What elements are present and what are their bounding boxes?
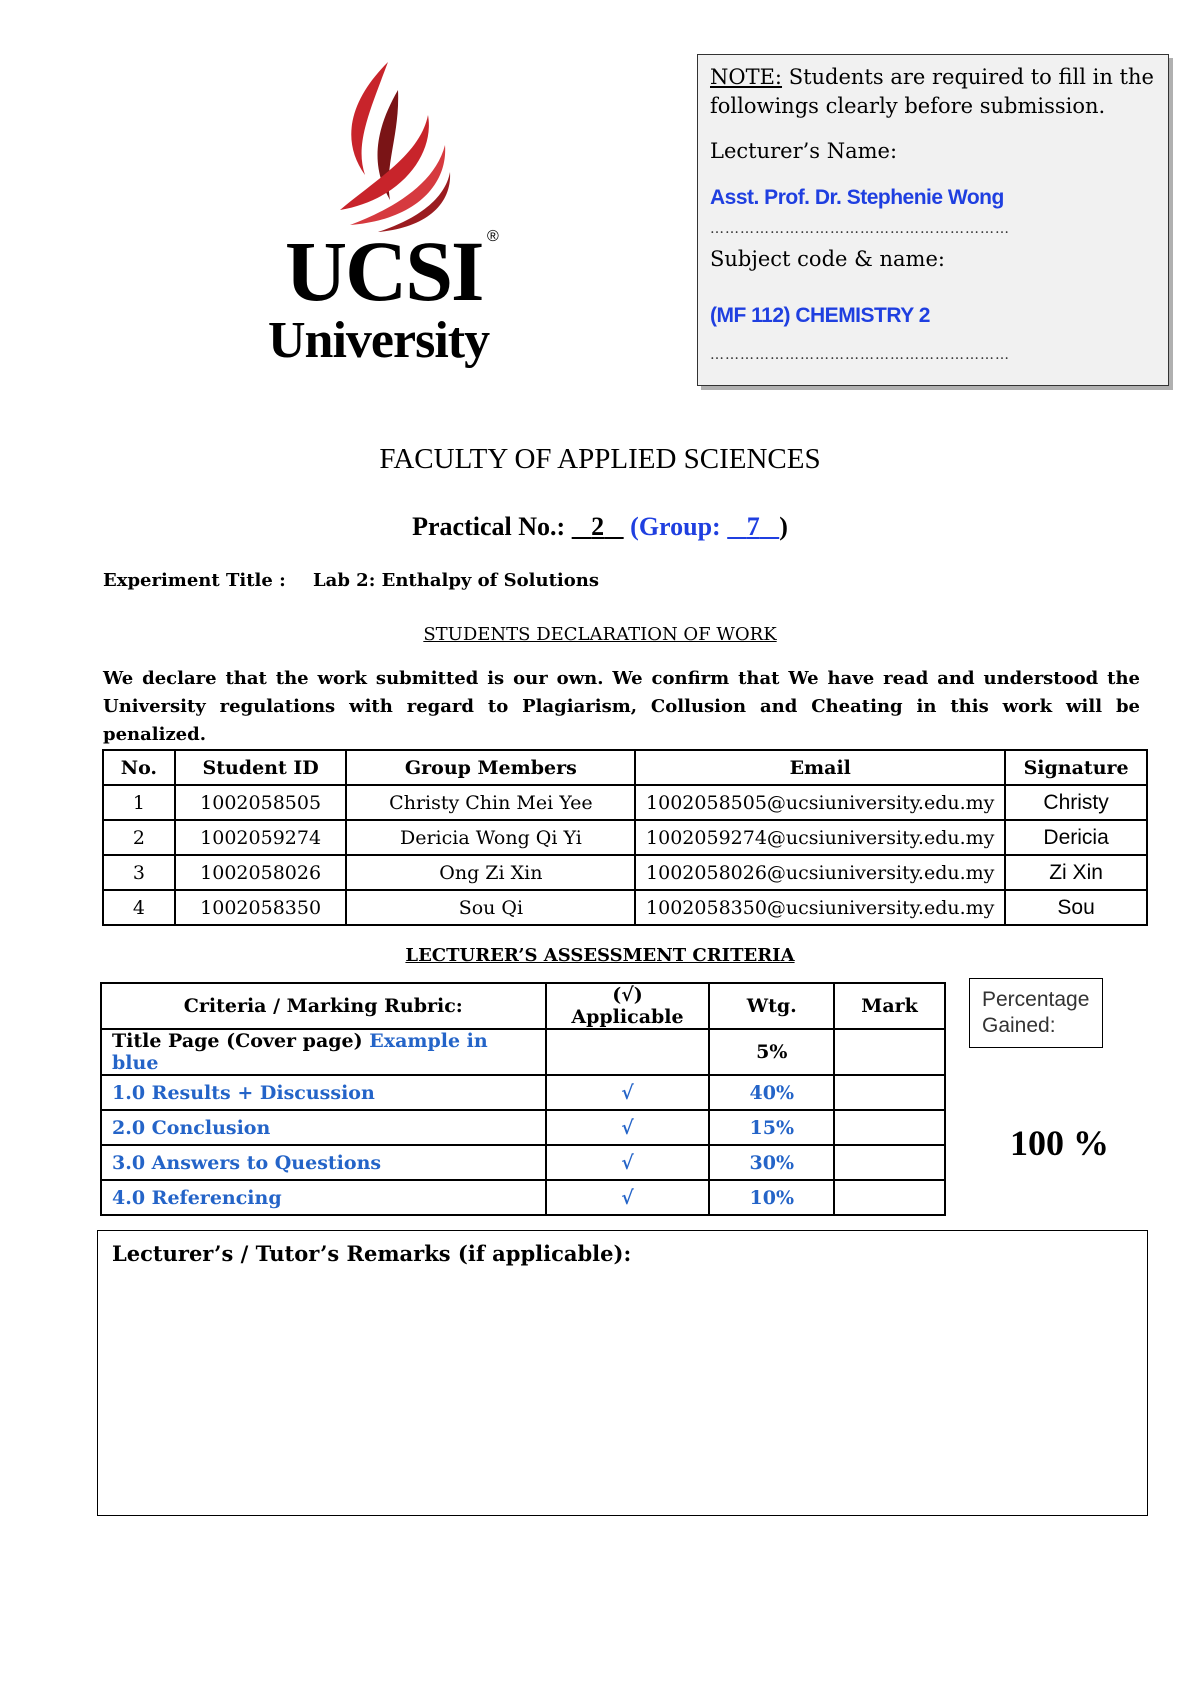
student-signature: Sou: [1005, 890, 1147, 925]
students-table: [102, 749, 1148, 926]
student-signature: Zi Xin: [1005, 855, 1147, 890]
criteria-name: 3.0 Answers to Questions: [101, 1145, 546, 1180]
table-row: [101, 1075, 945, 1110]
table-row: [101, 1110, 945, 1145]
logo-wordmark-ucsi: UCSI: [285, 223, 483, 319]
practical-line: [0, 512, 1200, 542]
subject-name: (MF 112) CHEMISTRY 2: [710, 304, 930, 327]
student-id: 1002058026: [175, 855, 347, 890]
percentage-gained-label: Percentage Gained:: [969, 978, 1103, 1048]
student-no: 1: [103, 785, 175, 820]
lecturer-label: Lecturer’s Name:: [710, 139, 898, 163]
criteria-mark: [834, 1145, 945, 1180]
note-instruction: Students are required to fill in the followings clearly before submission.: [710, 65, 1154, 118]
subject-dots: ……………………………………………………: [710, 347, 1010, 363]
table-row: [101, 1180, 945, 1215]
registered-mark: ®: [487, 228, 499, 245]
faculty-title: FACULTY OF APPLIED SCIENCES: [379, 443, 821, 475]
criteria-mark: [834, 1029, 945, 1075]
table-row: [103, 820, 1147, 855]
header-wtg: Wtg.: [709, 983, 834, 1029]
table-row: [101, 1029, 945, 1075]
table-row: [103, 855, 1147, 890]
criteria-applicable: √: [546, 1145, 710, 1180]
header-signature: Signature: [1005, 750, 1147, 785]
student-email: 1002058350@ucsiuniversity.edu.my: [635, 890, 1005, 925]
experiment-title: [103, 570, 599, 591]
header-group-members: Group Members: [346, 750, 635, 785]
student-name: Dericia Wong Qi Yi: [346, 820, 635, 855]
student-email: 1002058026@ucsiuniversity.edu.my: [635, 855, 1005, 890]
practical-label: Practical No.:: [412, 512, 566, 541]
subject-label: Subject code & name:: [710, 247, 945, 271]
criteria-weight: 30%: [709, 1145, 834, 1180]
criteria-name: 2.0 Conclusion: [101, 1110, 546, 1145]
experiment-label: Experiment Title :: [103, 570, 286, 591]
practical-close: ): [779, 512, 788, 541]
declaration-text: We declare that the work submitted is our own. We confirm that We have read and understood the University regulations with regard to Plagiarism, Collusion and Cheating in this work will be penalized.: [103, 668, 1140, 745]
experiment-value: Lab 2: Enthalpy of Solutions: [313, 570, 599, 591]
table-row: [101, 1145, 945, 1180]
header-mark: Mark: [834, 983, 945, 1029]
criteria-applicable: [546, 1029, 710, 1075]
criteria-name: 1.0 Results + Discussion: [101, 1075, 546, 1110]
remarks-box[interactable]: [97, 1230, 1148, 1516]
group-label: (Group:: [630, 512, 721, 541]
criteria-mark: [834, 1110, 945, 1145]
declaration-heading: STUDENTS DECLARATION OF WORK: [423, 624, 777, 645]
criteria-applicable: √: [546, 1075, 710, 1110]
header-criteria: Criteria / Marking Rubric:: [101, 983, 546, 1029]
table-row: [103, 785, 1147, 820]
assessment-heading: LECTURER’S ASSESSMENT CRITERIA: [405, 945, 795, 966]
student-email: 1002058505@ucsiuniversity.edu.my: [635, 785, 1005, 820]
student-name: Ong Zi Xin: [346, 855, 635, 890]
criteria-name: 4.0 Referencing: [101, 1180, 546, 1215]
lecturer-dots: ……………………………………………………: [710, 221, 1010, 237]
student-signature: Dericia: [1005, 820, 1147, 855]
header-no: No.: [103, 750, 175, 785]
students-header-row: [103, 750, 1147, 785]
criteria-weight: 40%: [709, 1075, 834, 1110]
header-applicable: (√) Applicable: [546, 983, 710, 1029]
criteria-name: Title Page (Cover page) Example in blue: [101, 1029, 546, 1075]
student-no: 3: [103, 855, 175, 890]
example-note: Example in blue: [112, 1030, 488, 1074]
header-email: Email: [635, 750, 1005, 785]
note-label: NOTE:: [710, 65, 783, 89]
group-number: 7: [746, 512, 760, 541]
criteria-weight: 15%: [709, 1110, 834, 1145]
student-id: 1002058350: [175, 890, 347, 925]
criteria-applicable: √: [546, 1110, 710, 1145]
student-email: 1002059274@ucsiuniversity.edu.my: [635, 820, 1005, 855]
criteria-mark: [834, 1075, 945, 1110]
student-id: 1002059274: [175, 820, 347, 855]
remarks-title: Lecturer’s / Tutor’s Remarks (if applicable):: [112, 1241, 632, 1266]
student-no: 4: [103, 890, 175, 925]
lecturer-name: Asst. Prof. Dr. Stephenie Wong: [710, 186, 1004, 209]
criteria-applicable: √: [546, 1180, 710, 1215]
percentage-gained-value: 100 %: [1010, 1123, 1109, 1163]
student-id: 1002058505: [175, 785, 347, 820]
flame-icon: [320, 60, 480, 235]
practical-number: 2: [591, 512, 605, 541]
student-name: Sou Qi: [346, 890, 635, 925]
criteria-weight: 10%: [709, 1180, 834, 1215]
student-name: Christy Chin Mei Yee: [346, 785, 635, 820]
criteria-mark: [834, 1180, 945, 1215]
student-signature: Christy: [1005, 785, 1147, 820]
criteria-weight: 5%: [709, 1029, 834, 1075]
logo-wordmark-university: University: [268, 312, 490, 369]
note-text: [710, 63, 1160, 121]
student-no: 2: [103, 820, 175, 855]
ucsi-logo: [265, 60, 525, 380]
note-box: [697, 54, 1169, 386]
table-row: [103, 890, 1147, 925]
header-student-id: Student ID: [175, 750, 347, 785]
criteria-header-row: [101, 983, 945, 1029]
criteria-table: [100, 982, 946, 1216]
